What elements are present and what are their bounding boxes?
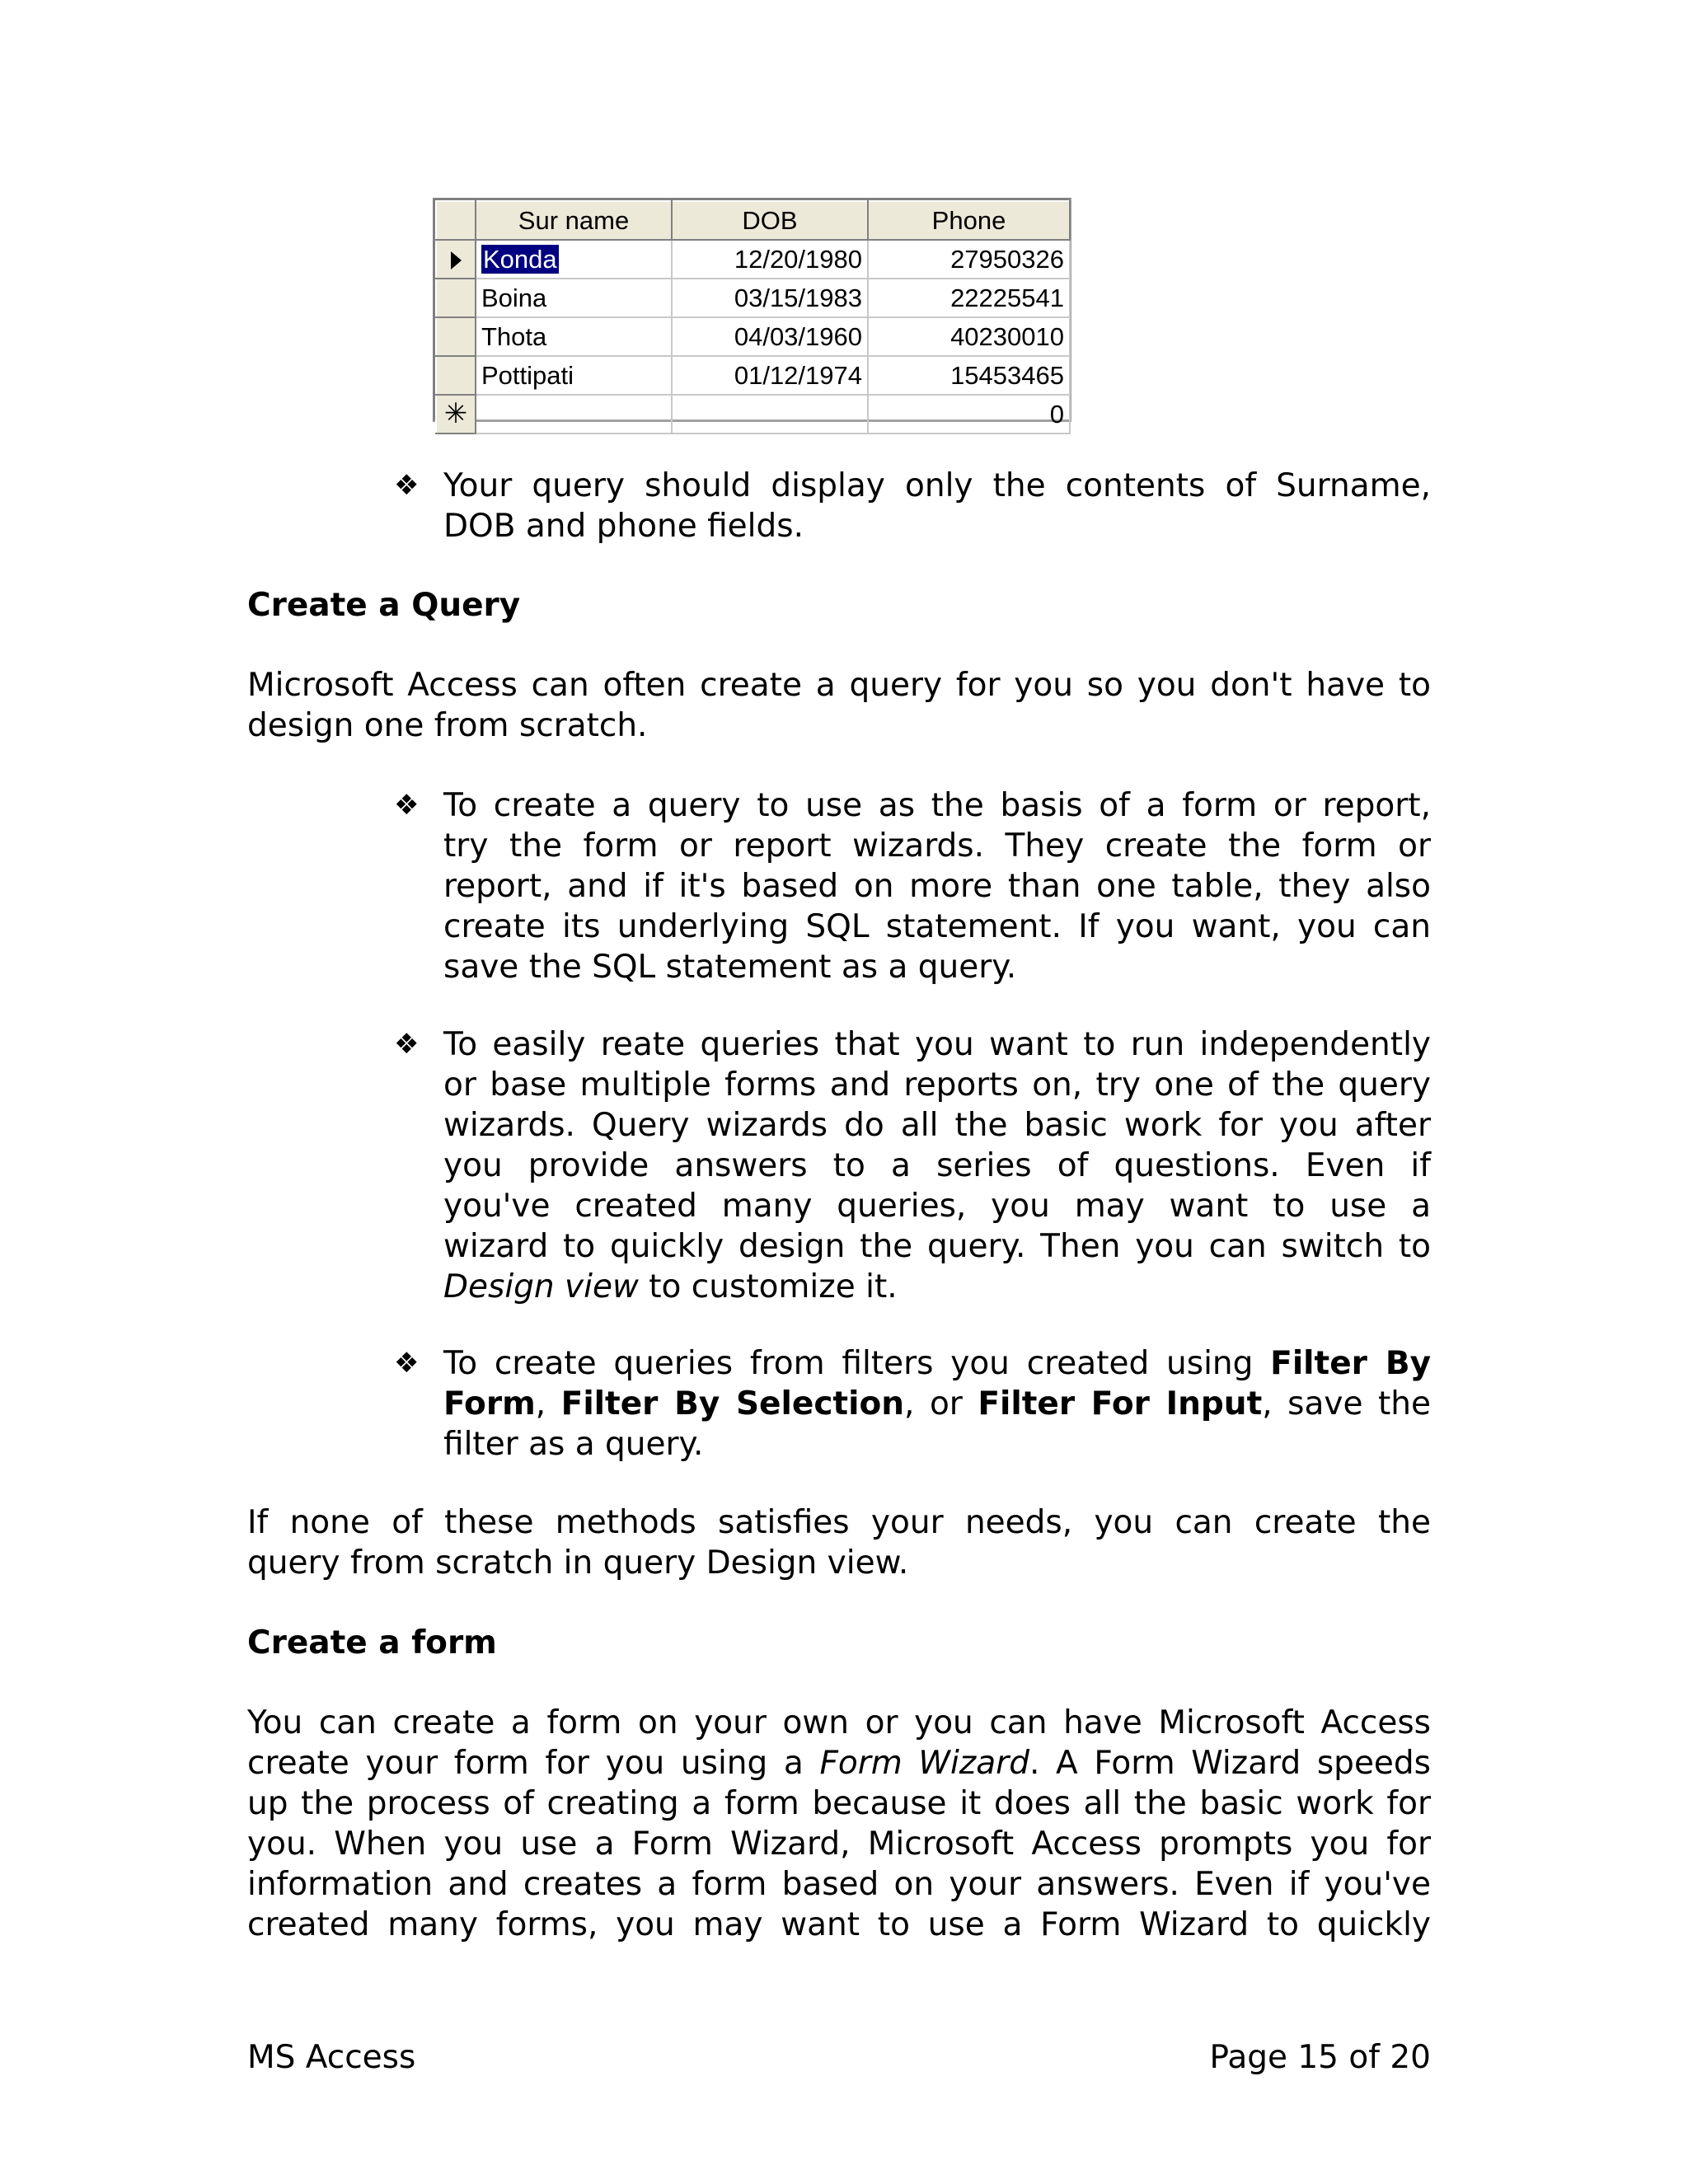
- bullet-filters: ❖ To create queries from filters you created using Filter By Form, Filter By Selection, or Filter For Input, save the filter as a query.: [394, 1345, 1431, 1463]
- footer-title: MS Access: [247, 2039, 416, 2076]
- column-header-phone[interactable]: Phone: [868, 201, 1070, 240]
- bullet-form-report-wizards: ❖ To create a query to use as the basis of a form or report, try the form or report wizards. They create the form or report, and if it's based on more than one table, they also create its underlying SQL statement. If you want, you can save the SQL statement as a query.: [394, 787, 1431, 986]
- paragraph-form-wizard: You can create a form on your own or you can have Microsoft Access create your form for you using a Form Wizard. A Form Wizard speeds up the process of creating a form because it does all the basic work for you. When you use a Form Wizard, Microsoft Access prompts you for information and creates a form based on your answers. Even if you've created many forms, you may want to use a Form Wizard to quickly: [247, 1704, 1432, 1943]
- cell-dob[interactable]: [672, 395, 868, 434]
- cell-phone[interactable]: 22225541: [868, 279, 1070, 317]
- paragraph-access-query: Microsoft Access can often create a query for you so you don't have to design one from scratch.: [247, 667, 1431, 744]
- corner-cell[interactable]: [436, 201, 476, 240]
- diamond-bullet-icon: ❖: [394, 469, 420, 502]
- row-selector[interactable]: [436, 317, 476, 356]
- table-row[interactable]: [436, 279, 1070, 317]
- new-record-icon: ✳: [443, 397, 468, 429]
- paragraph-none-satisfy: If none of these methods satisfies your needs, you can create the query from scratch in query Design view.: [247, 1504, 1431, 1582]
- bullet-query-wizards: ❖ To easily reate queries that you want to run independently or base multiple forms and reports on, try one of the query wizards. Query wizards do all the basic work for you after you provide answers to a series of questions. Even if you've created many queries, you may want to use a wizard to quickly design the query. Then you can switch to Design view to customize it.: [394, 1026, 1431, 1305]
- diamond-bullet-icon: ❖: [394, 789, 420, 822]
- cell-surname[interactable]: [476, 395, 672, 434]
- table-row[interactable]: [436, 356, 1070, 395]
- table-row[interactable]: [436, 240, 1070, 279]
- cell-surname[interactable]: Pottipati: [476, 356, 672, 395]
- cell-phone[interactable]: 27950326: [868, 240, 1070, 279]
- row-selector[interactable]: [436, 356, 476, 395]
- row-selector[interactable]: [436, 279, 476, 317]
- row-selector[interactable]: [436, 240, 476, 279]
- cell-surname[interactable]: Konda: [476, 240, 672, 279]
- new-record-row[interactable]: [436, 395, 1070, 434]
- cell-dob[interactable]: 04/03/1960: [672, 317, 868, 356]
- datasheet-table: [433, 198, 1071, 429]
- cell-dob[interactable]: 12/20/1980: [672, 240, 868, 279]
- diamond-bullet-icon: ❖: [394, 1028, 420, 1061]
- footer-page-number: Page 15 of 20: [1209, 2039, 1431, 2076]
- cell-surname[interactable]: Boina: [476, 279, 672, 317]
- diamond-bullet-icon: ❖: [394, 1347, 420, 1380]
- cell-surname[interactable]: Thota: [476, 317, 672, 356]
- heading-create-form: Create a form: [247, 1624, 497, 1661]
- row-selector[interactable]: [436, 395, 476, 434]
- cell-phone[interactable]: 0: [868, 395, 1070, 434]
- column-header-surname[interactable]: Sur name: [476, 201, 672, 240]
- cell-phone[interactable]: 15453465: [868, 356, 1070, 395]
- current-record-icon: [451, 251, 462, 269]
- cell-phone[interactable]: 40230010: [868, 317, 1070, 356]
- cell-dob[interactable]: 03/15/1983: [672, 279, 868, 317]
- table-row[interactable]: [436, 317, 1070, 356]
- heading-create-query: Create a Query: [247, 587, 521, 624]
- cell-dob[interactable]: 01/12/1974: [672, 356, 868, 395]
- bullet-query-fields: ❖ Your query should display only the contents of Surname, DOB and phone fields.: [394, 467, 1431, 545]
- column-header-dob[interactable]: DOB: [672, 201, 868, 240]
- table-header-row: [436, 201, 1070, 240]
